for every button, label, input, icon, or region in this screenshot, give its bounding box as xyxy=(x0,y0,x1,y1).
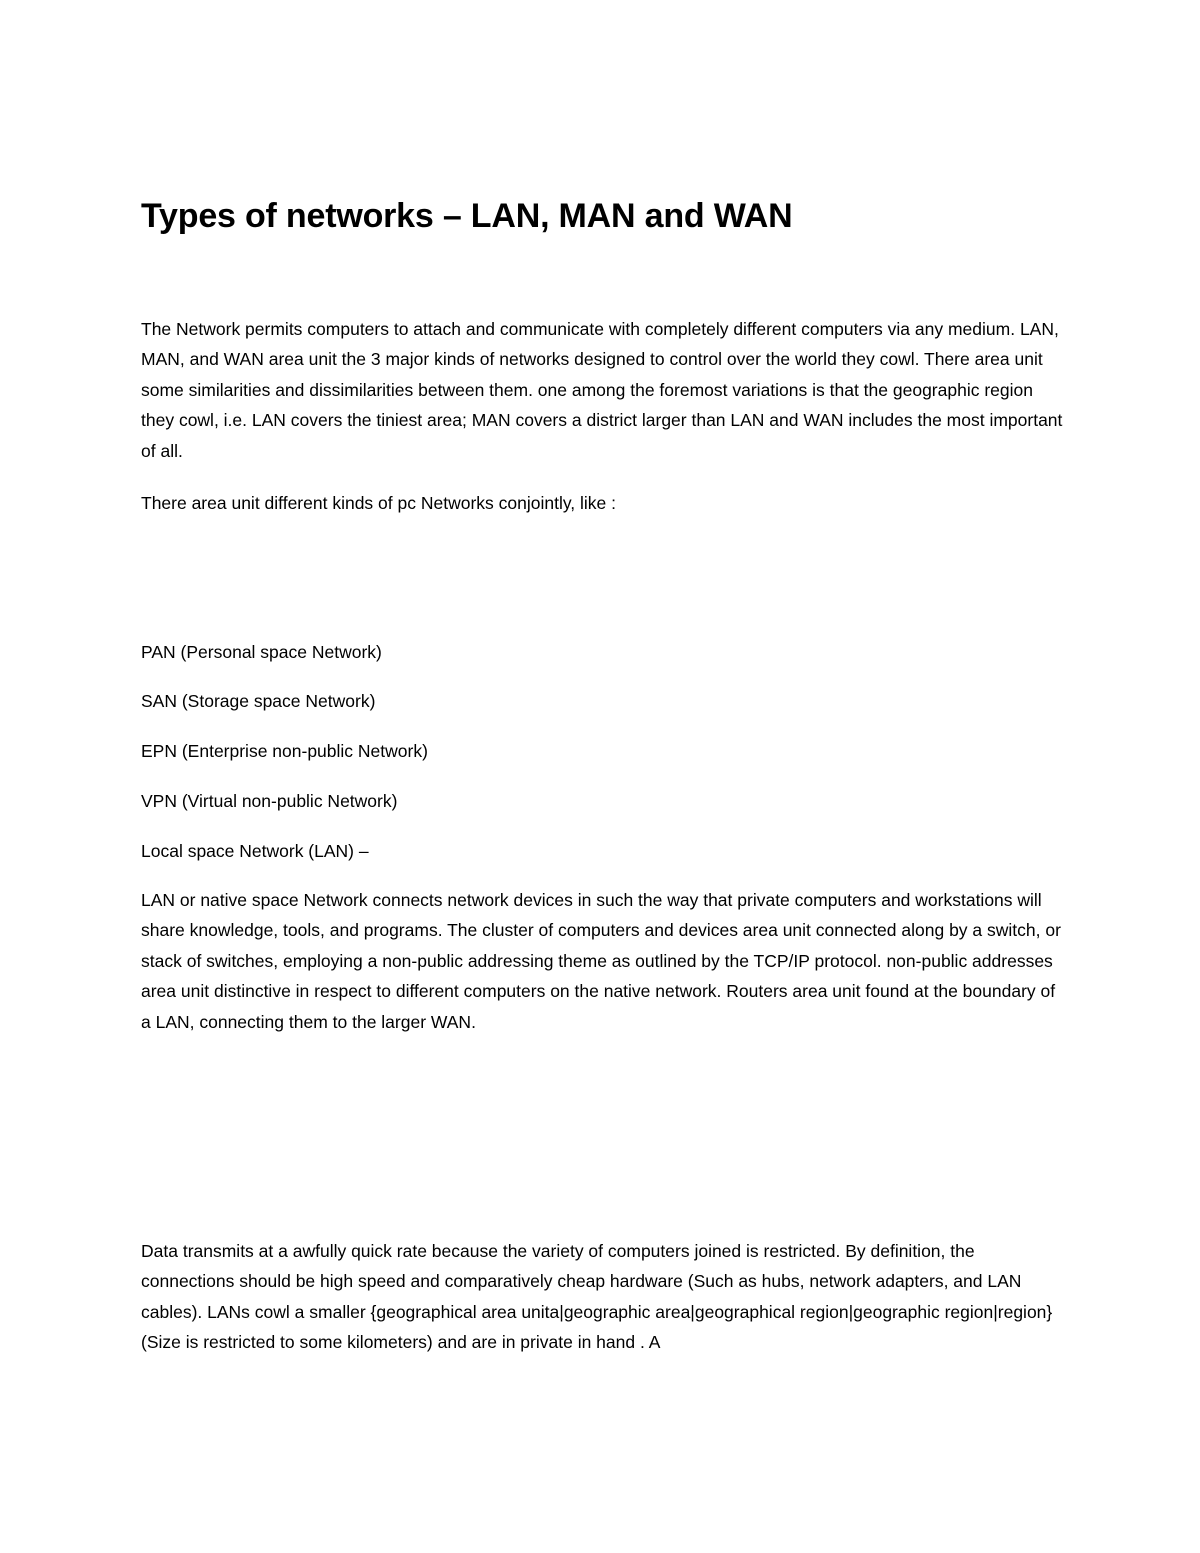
network-type-vpn: VPN (Virtual non-public Network) xyxy=(141,791,398,811)
network-type-pan: PAN (Personal space Network) xyxy=(141,642,382,662)
kinds-intro-text: There area unit different kinds of pc Networks conjointly, like : xyxy=(141,493,616,513)
intro-paragraph: The Network permits computers to attach and communicate with completely different computers via any medium. LAN, MAN, and WAN area unit the 3 major kinds of networks designed to control over the world they cowl. There area unit some similarities and dissimilarities between them. one among the foremost variations is that the geographic region they cowl, i.e. LAN covers the tiniest area; MAN covers a district larger than LAN and WAN includes the most important of all. xyxy=(141,319,1063,461)
lan-paragraph: LAN or native space Network connects network devices in such the way that private computers and workstations will share knowledge, tools, and programs. The cluster of computers and devices area unit connected along by a switch, or stack of switches, employing a non-public addressing theme as outlined by the TCP/IP protocol. non-public addresses area unit distinctive in respect to different computers on the native network. Routers area unit found at the boundary of a LAN, connecting them to the larger WAN. xyxy=(141,890,1061,1032)
lan-heading: Local space Network (LAN) – xyxy=(141,841,369,861)
network-type-epn: EPN (Enterprise non-public Network) xyxy=(141,741,428,761)
document-title: Types of networks – LAN, MAN and WAN xyxy=(141,197,793,235)
data-transmit-paragraph: Data transmits at a awfully quick rate because the variety of computers joined is restricted. By definition, the connections should be high speed and comparatively cheap hardware (Such as hubs, network adapters, and LAN cables). LANs cowl a smaller {geographical area unita|geographic area|geographical region|geographic region|region} (Size is restricted to some kilometers) and are in private in hand . A xyxy=(141,1241,1053,1353)
network-type-san: SAN (Storage space Network) xyxy=(141,691,376,711)
